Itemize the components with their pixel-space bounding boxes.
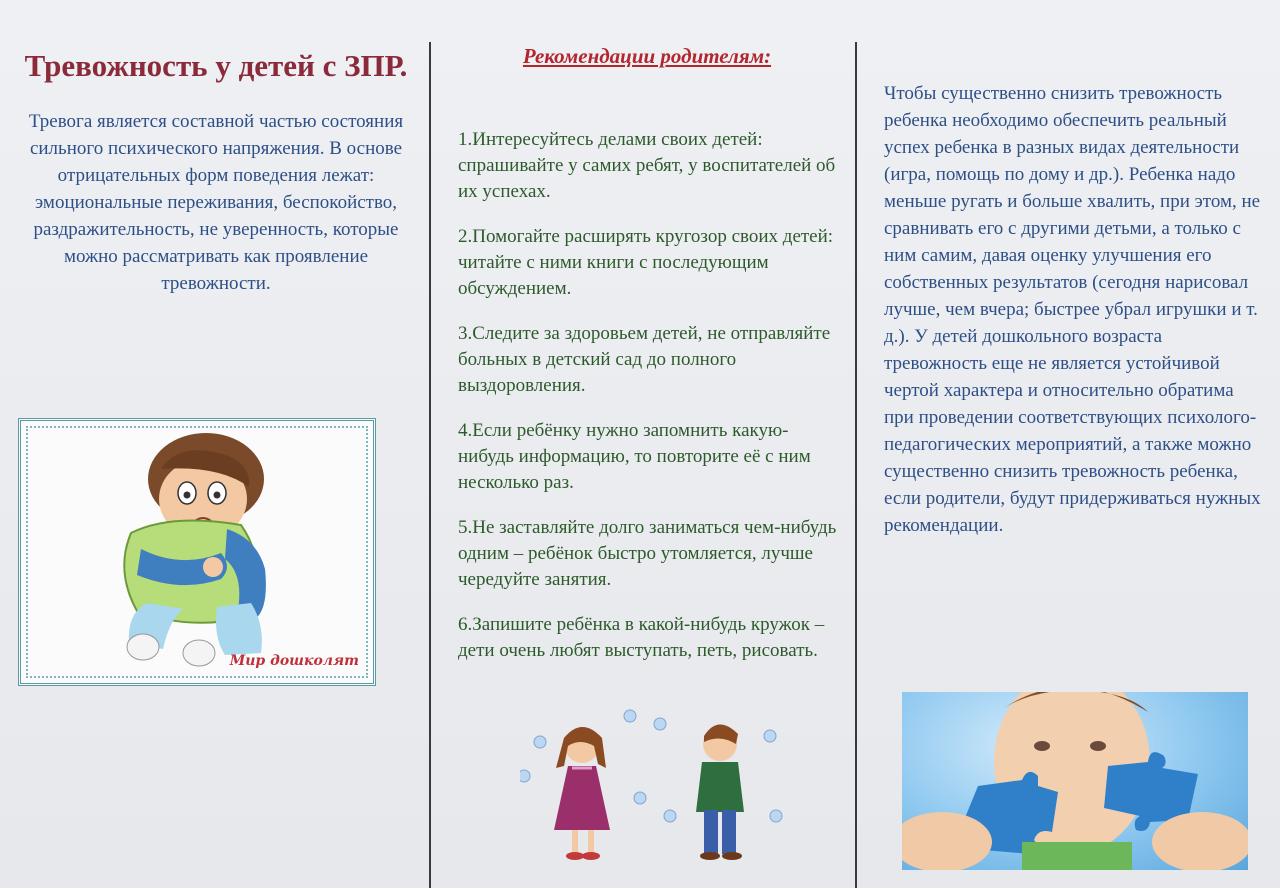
child-hugging-pillow-icon xyxy=(21,421,373,683)
anxious-child-illustration xyxy=(18,418,376,686)
recommendations-title: Рекомендации родителям: xyxy=(522,44,772,68)
child-puzzle-photo xyxy=(902,692,1248,870)
recommendation-item: 3.Следите за здоровьем детей, не отправляйте больных в детский сад до полного выздоровления. xyxy=(458,323,831,396)
recommendation-item: 5.Не заставляйте долго заниматься чем-нибудь одним – ребёнок быстро утомляется, лучше чередуйте занятия. xyxy=(458,517,837,590)
puzzle-pieces-icon xyxy=(902,692,1248,870)
intro-text: Тревога является составной частью состояния сильного психического напряжения. В основе отрицательных форм поведения лежат: эмоциональные переживания, беспокойство, раздражительность, не уверенность, которые можно рассматривать как проявление тревожности. xyxy=(28,111,404,294)
left-column xyxy=(20,0,412,297)
children-playing-icon xyxy=(520,706,790,872)
image-watermark: Мир дошколят xyxy=(229,653,359,669)
recommendation-item: 6.Запишите ребёнка в какой-нибудь кружок – дети очень любят выступать, петь, рисовать. xyxy=(458,614,825,661)
recommendation-item: 1.Интересуйтесь делами своих детей: спрашивайте у самих ребят, у воспитателей об их успехах. xyxy=(458,129,836,202)
recommendation-item: 4.Если ребёнку нужно запомнить какую-нибудь информацию, то повторите её с ним несколько раз. xyxy=(458,420,811,493)
right-column xyxy=(884,0,1268,539)
middle-column xyxy=(452,0,842,683)
column-divider-right xyxy=(855,42,857,888)
recommendations-list xyxy=(458,127,842,664)
recommendation-item: 2.Помогайте расширять кругозор своих детей: читайте с ними книги с последующим обсуждением. xyxy=(458,226,834,299)
column-divider-left xyxy=(429,42,431,888)
advice-text: Чтобы существенно снизить тревожность ребенка необходимо обеспечить реальный успех ребенка в разных видах деятельности (игра, помощь по дому и др.). Ребенка надо меньше ругать и больше хвалить, при этом, не сравнивать его с другими детьми, а только с ним самим, давая оценку улучшения его собственных результатов (сегодня нарисовал лучше, чем вчера; быстрее убрал игрушки и т. д.). У детей дошкольного возраста тревожность еще не является устойчивой чертой характера и относительно обратима при проведении соответствующих психолого-педагогических мероприятий, а также можно существенно снизить тревожность ребенка, если родители, будут придерживаться нужных рекомендации. xyxy=(884,83,1261,536)
page-title: Тревожность у детей с ЗПР. xyxy=(24,48,408,83)
